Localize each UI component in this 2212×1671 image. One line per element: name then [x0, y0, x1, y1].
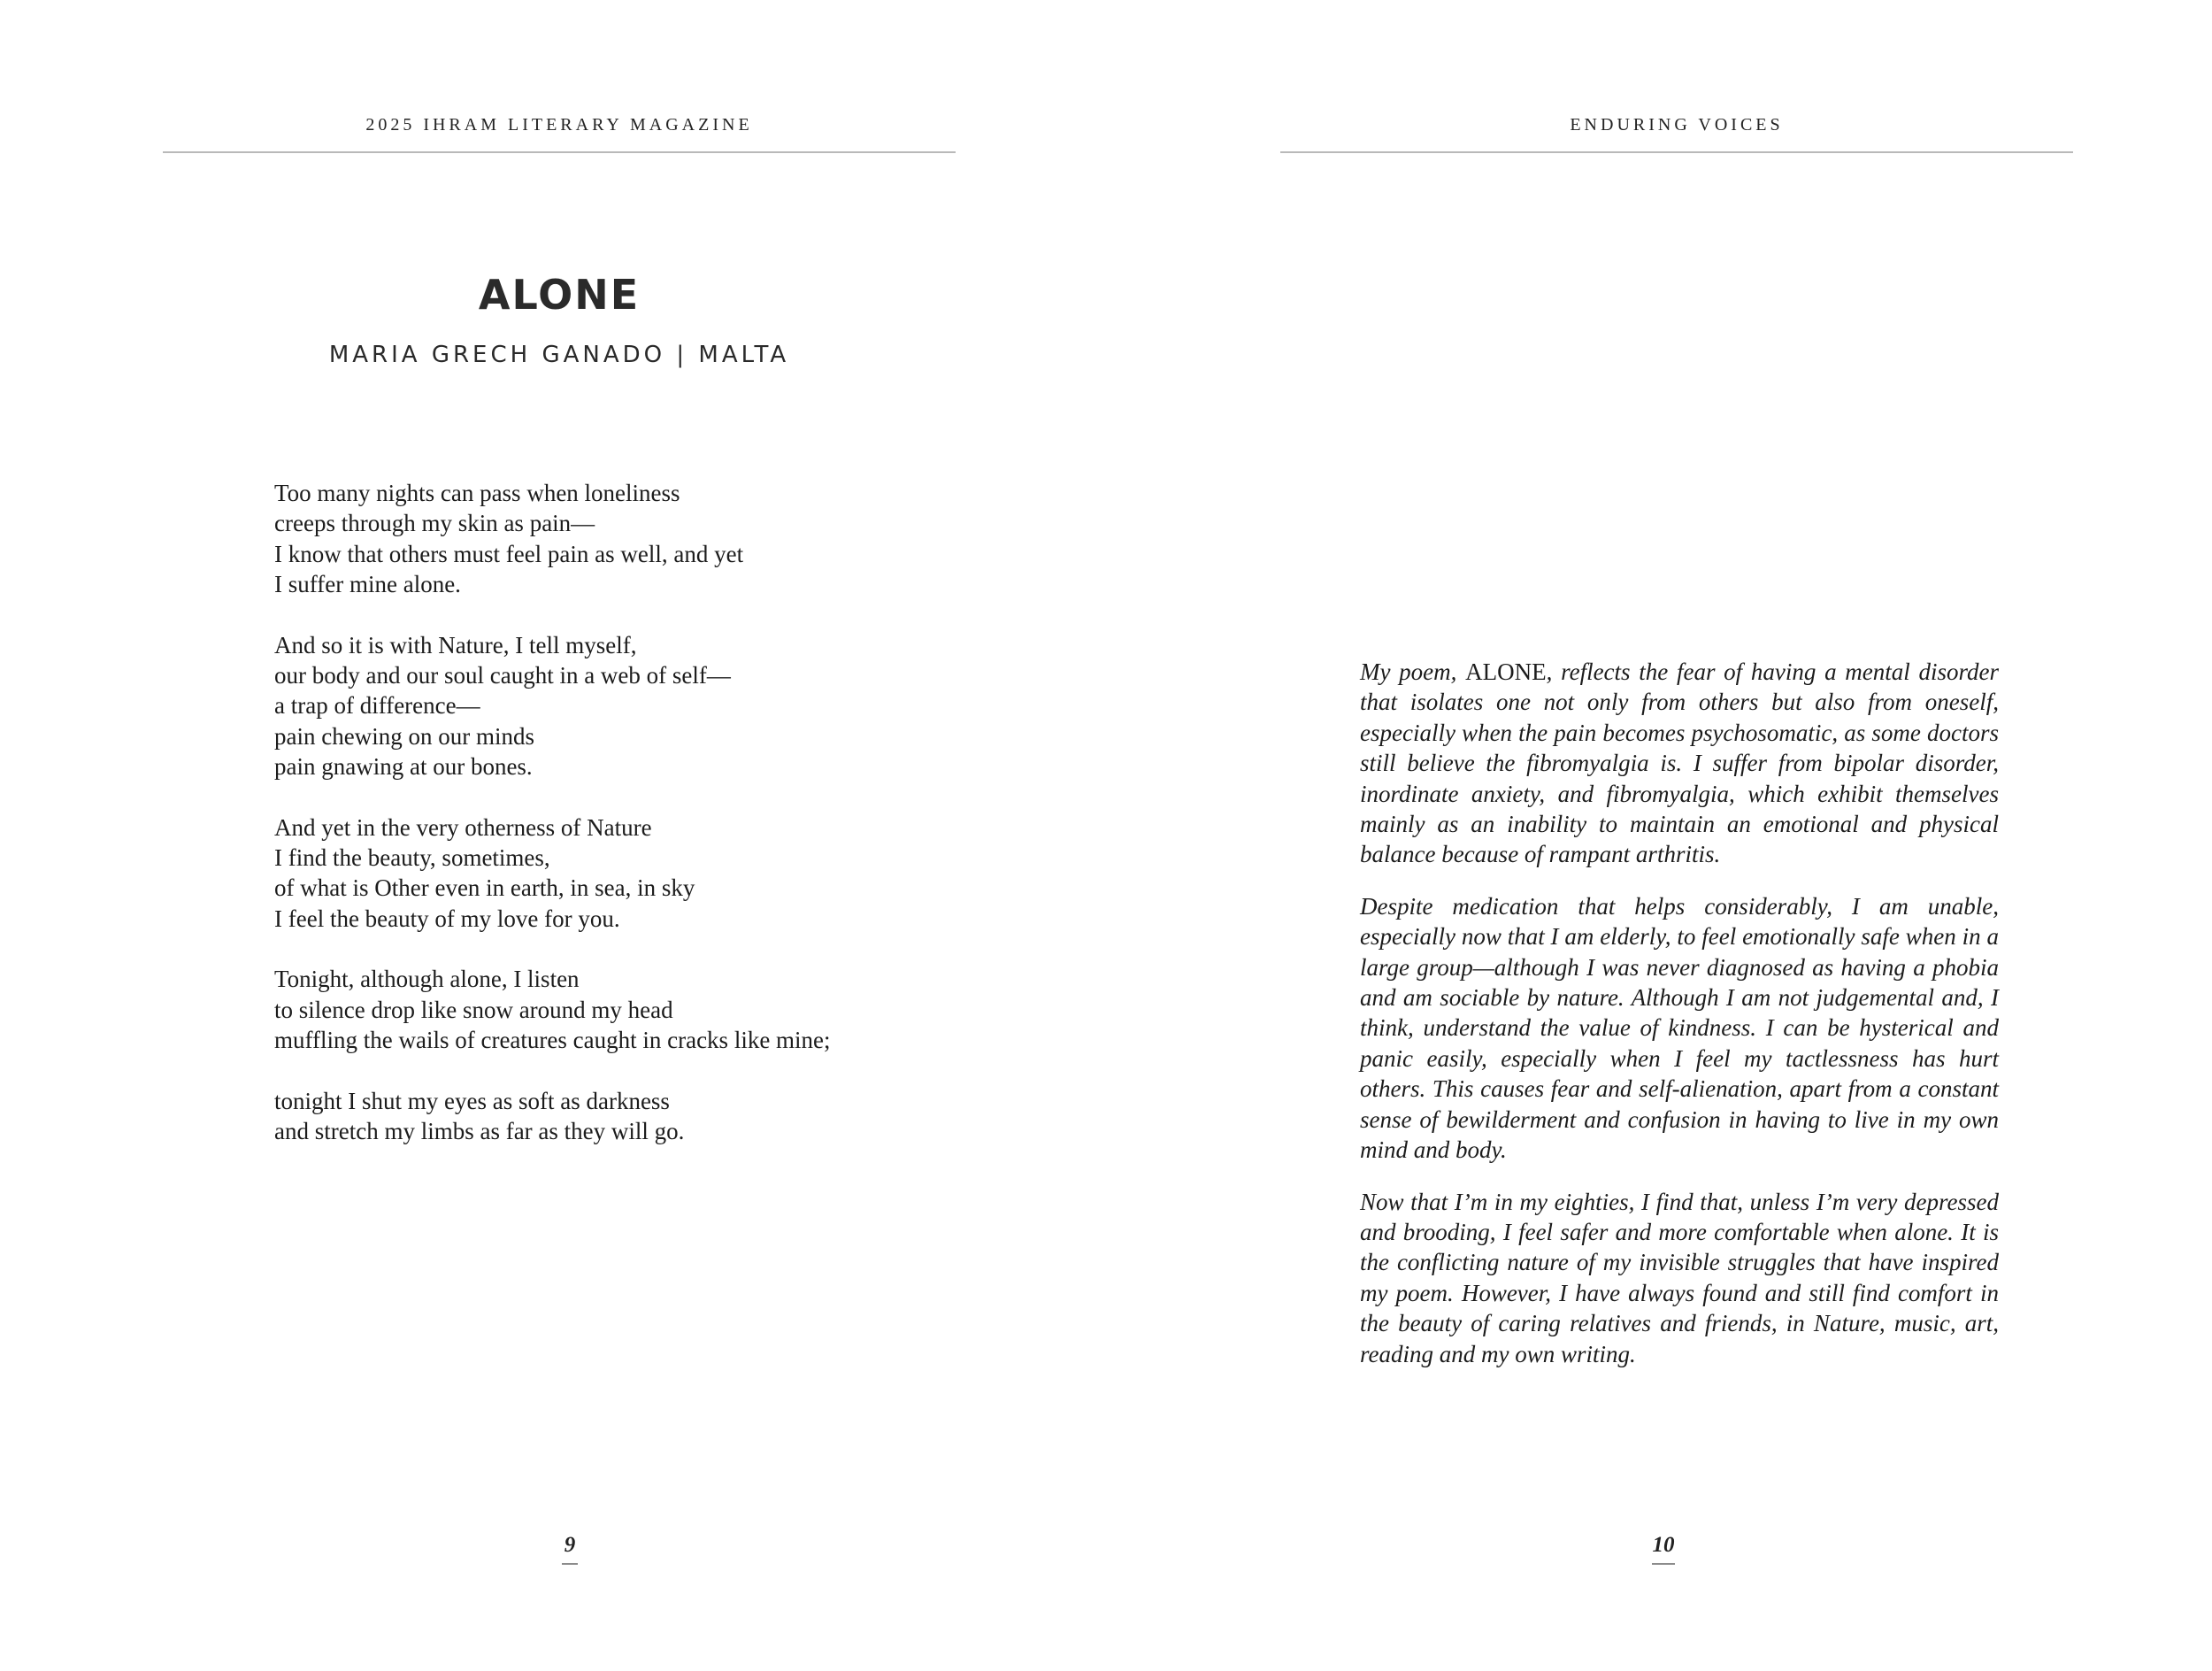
poem-line: pain gnawing at our bones. — [274, 753, 533, 781]
poem-line: I suffer mine alone. — [274, 571, 461, 598]
poem-line: I find the beauty, sometimes, — [274, 844, 550, 872]
header-rule-left — [163, 151, 956, 153]
poem-line: creeps through my skin as pain— — [274, 510, 595, 537]
poem-line: to silence drop like snow around my head — [274, 996, 673, 1023]
poem-line: Tonight, although alone, I listen — [274, 966, 580, 993]
stanza — [274, 812, 982, 935]
poem-line: tonight I shut my eyes as soft as darkness — [274, 1087, 670, 1114]
note-text: My poem, — [1360, 658, 1466, 685]
running-head-right: ENDURING VOICES — [1570, 115, 1784, 135]
note-poem-title: ALONE — [1465, 658, 1547, 685]
page-number-underline-left — [562, 1563, 578, 1565]
author-note — [1360, 657, 1999, 1369]
stanza — [274, 964, 982, 1055]
poem-body — [274, 478, 982, 1146]
page-number-left: 9 — [564, 1533, 576, 1557]
stanza — [274, 630, 982, 782]
note-text: , reflects the fear of having a mental disorder that isolates one not only from others but also from oneself, especially when the pain becomes psychosomatic, as some doctors still believe the fibromyalgia is. I suffer from bipolar disorder, inordinate anxiety, and fibromyalgia, which exhibit themselves mainly as an inability to maintain an emotional and physical balance because of rampant arthritis. — [1360, 658, 1999, 868]
poem-line: And so it is with Nature, I tell myself, — [274, 631, 637, 658]
poem-title: ALONE — [478, 271, 641, 319]
note-paragraph: Now that I’m in my eighties, I find that, unless I’m very depressed and brooding, I feel safer and more comfortable when alone. It is the conflicting nature of my invisible struggles that have inspired my poem. However, I have always found and still find comfort in the beauty of caring relatives and friends, in Nature, music, art, reading and my own writing. — [1360, 1188, 1999, 1367]
page-number-underline-right — [1652, 1563, 1675, 1565]
poem-line: our body and our soul caught in a web of self— — [274, 662, 731, 689]
author-byline: MARIA GRECH GANADO | MALTA — [328, 342, 790, 368]
poem-line: pain chewing on our minds — [274, 722, 534, 750]
stanza — [274, 1086, 982, 1147]
poem-line: a trap of difference— — [274, 692, 480, 720]
poem-line: I feel the beauty of my love for you. — [274, 905, 620, 932]
poem-line: And yet in the very otherness of Nature — [274, 813, 652, 841]
page-number-right: 10 — [1652, 1533, 1675, 1557]
note-paragraph — [1360, 657, 1999, 870]
header-rule-right — [1280, 151, 2073, 153]
note-paragraph: Despite medication that helps considerably, I am unable, especially now that I am elderly, to feel emotionally safe when in a large group—although I was never diagnosed as having a phobia and am sociable by nature. Although I am not judgemental and, I think, understand the value of kindness. I can be hysterical and panic easily, especially when I feel my tactlessness has hurt others. This causes fear and self-alienation, apart from a constant sense of bewilderment and confusion in having to live in my own mind and body. — [1360, 892, 1999, 1164]
poem-line: muffling the wails of creatures caught in cracks like mine; — [274, 1027, 831, 1054]
poem-line: Too many nights can pass when loneliness — [274, 480, 680, 506]
stanza — [274, 478, 982, 600]
poem-line: I know that others must feel pain as well, and yet — [274, 540, 744, 567]
running-head-left: 2025 IHRAM LITERARY MAGAZINE — [365, 115, 753, 135]
poem-line: and stretch my limbs as far as they will go. — [274, 1117, 685, 1144]
right-page — [1106, 0, 2212, 1671]
poem-line: of what is Other even in earth, in sea, in sky — [274, 874, 695, 902]
